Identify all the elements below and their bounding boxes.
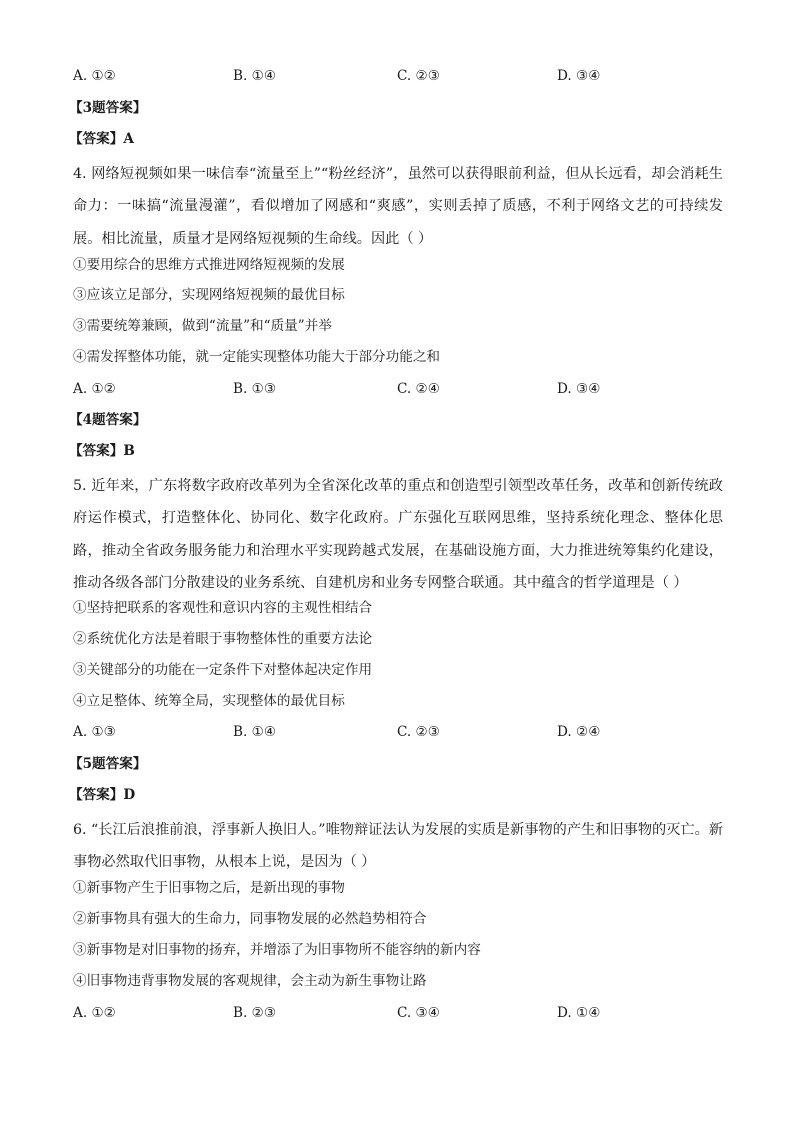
q3-option-b: B. ①④ [233,68,277,84]
q6-option-a: A. ①② [73,1005,116,1021]
q5-answer: 【答案】D [69,787,136,803]
q4-item-1: ①要用综合的思维方式推进网络短视频的发展 [73,257,345,273]
q5-option-d: D. ②④ [557,724,601,740]
q4-answer: 【答案】B [69,443,135,459]
q6-item-4: ④旧事物违背事物发展的客观规律，会主动为新生事物让路 [73,973,427,989]
q4-item-3: ③需要统筹兼顾，做到“流量”和“质量”并举 [73,318,332,334]
q6-item-3: ③新事物是对旧事物的扬弃，并增添了为旧事物所不能容纳的新内容 [73,942,481,958]
q6-option-b: B. ②③ [233,1005,277,1021]
q5-answer-header: 【5题答案】 [69,756,147,772]
q4-option-c: C. ②④ [397,381,440,397]
q3-answer: 【答案】A [69,131,134,147]
q5-item-4: ④立足整体、统筹全局，实现整体的最优目标 [73,693,345,709]
q5-item-3: ③关键部分的功能在一定条件下对整体起决定作用 [73,662,373,678]
q4-stem: 4. 网络短视频如果一味信奉“流量至上”“粉丝经济”，虽然可以获得眼前利益，但从长远看，却会消耗生命力：一味搞“流量漫灌”，看似增加了网感和“爽感”，实则丢掉了质感，不利于网络文艺的可持续发展。相比流量，质量才是网络短视频的生命线。因此（ ） [73,166,723,247]
q4-option-d: D. ③④ [557,381,601,397]
q5-stem: 5. 近年来，广东将数字政府改革列为全省深化改革的重点和创造型引领型改革任务，改革和创新传统政府运作模式，打造整体化、协同化、数字化政府。广东强化互联网思维，坚持系统化理念、整体化思路，推动全省政务服务能力和治理水平实现跨越式发展，在基础设施方面，大力推进统筹集约化建设，推动各级各部门分散建设的业务系统、自建机房和业务专网整合联通。其中蕴含的哲学道理是（ ） [73,478,723,592]
q6-stem: 6. “长江后浪推前浪，浮事新人换旧人。”唯物辩证法认为发展的实质是新事物的产生和旧事物的灭亡。新事物必然取代旧事物，从根本上说，是因为（ ） [73,822,723,871]
q5-item-2: ②系统优化方法是着眼于事物整体性的重要方法论 [73,631,373,647]
q5-option-b: B. ①④ [233,724,277,740]
q4-option-a: A. ①② [73,381,116,397]
q5-item-1: ①坚持把联系的客观性和意识内容的主观性相结合 [73,600,373,616]
q4-item-2: ③应该立足部分，实现网络短视频的最优目标 [73,287,345,303]
q6-item-1: ①新事物产生于旧事物之后，是新出现的事物 [73,880,345,896]
q3-option-c: C. ②③ [397,68,440,84]
q5-option-a: A. ①③ [73,724,116,740]
q4-answer-header: 【4题答案】 [69,412,147,428]
q5-option-c: C. ②③ [397,724,440,740]
q6-item-2: ②新事物具有强大的生命力，同事物发展的必然趋势相符合 [73,911,427,927]
q4-item-4: ④需发挥整体功能，就一定能实现整体功能大于部分功能之和 [73,349,441,365]
q3-option-d: D. ③④ [557,68,601,84]
q3-option-a: A. ①② [73,68,116,84]
q6-option-c: C. ③④ [397,1005,440,1021]
q3-answer-header: 【3题答案】 [69,100,147,116]
q4-option-b: B. ①③ [233,381,277,397]
q6-option-d: D. ①④ [557,1005,601,1021]
